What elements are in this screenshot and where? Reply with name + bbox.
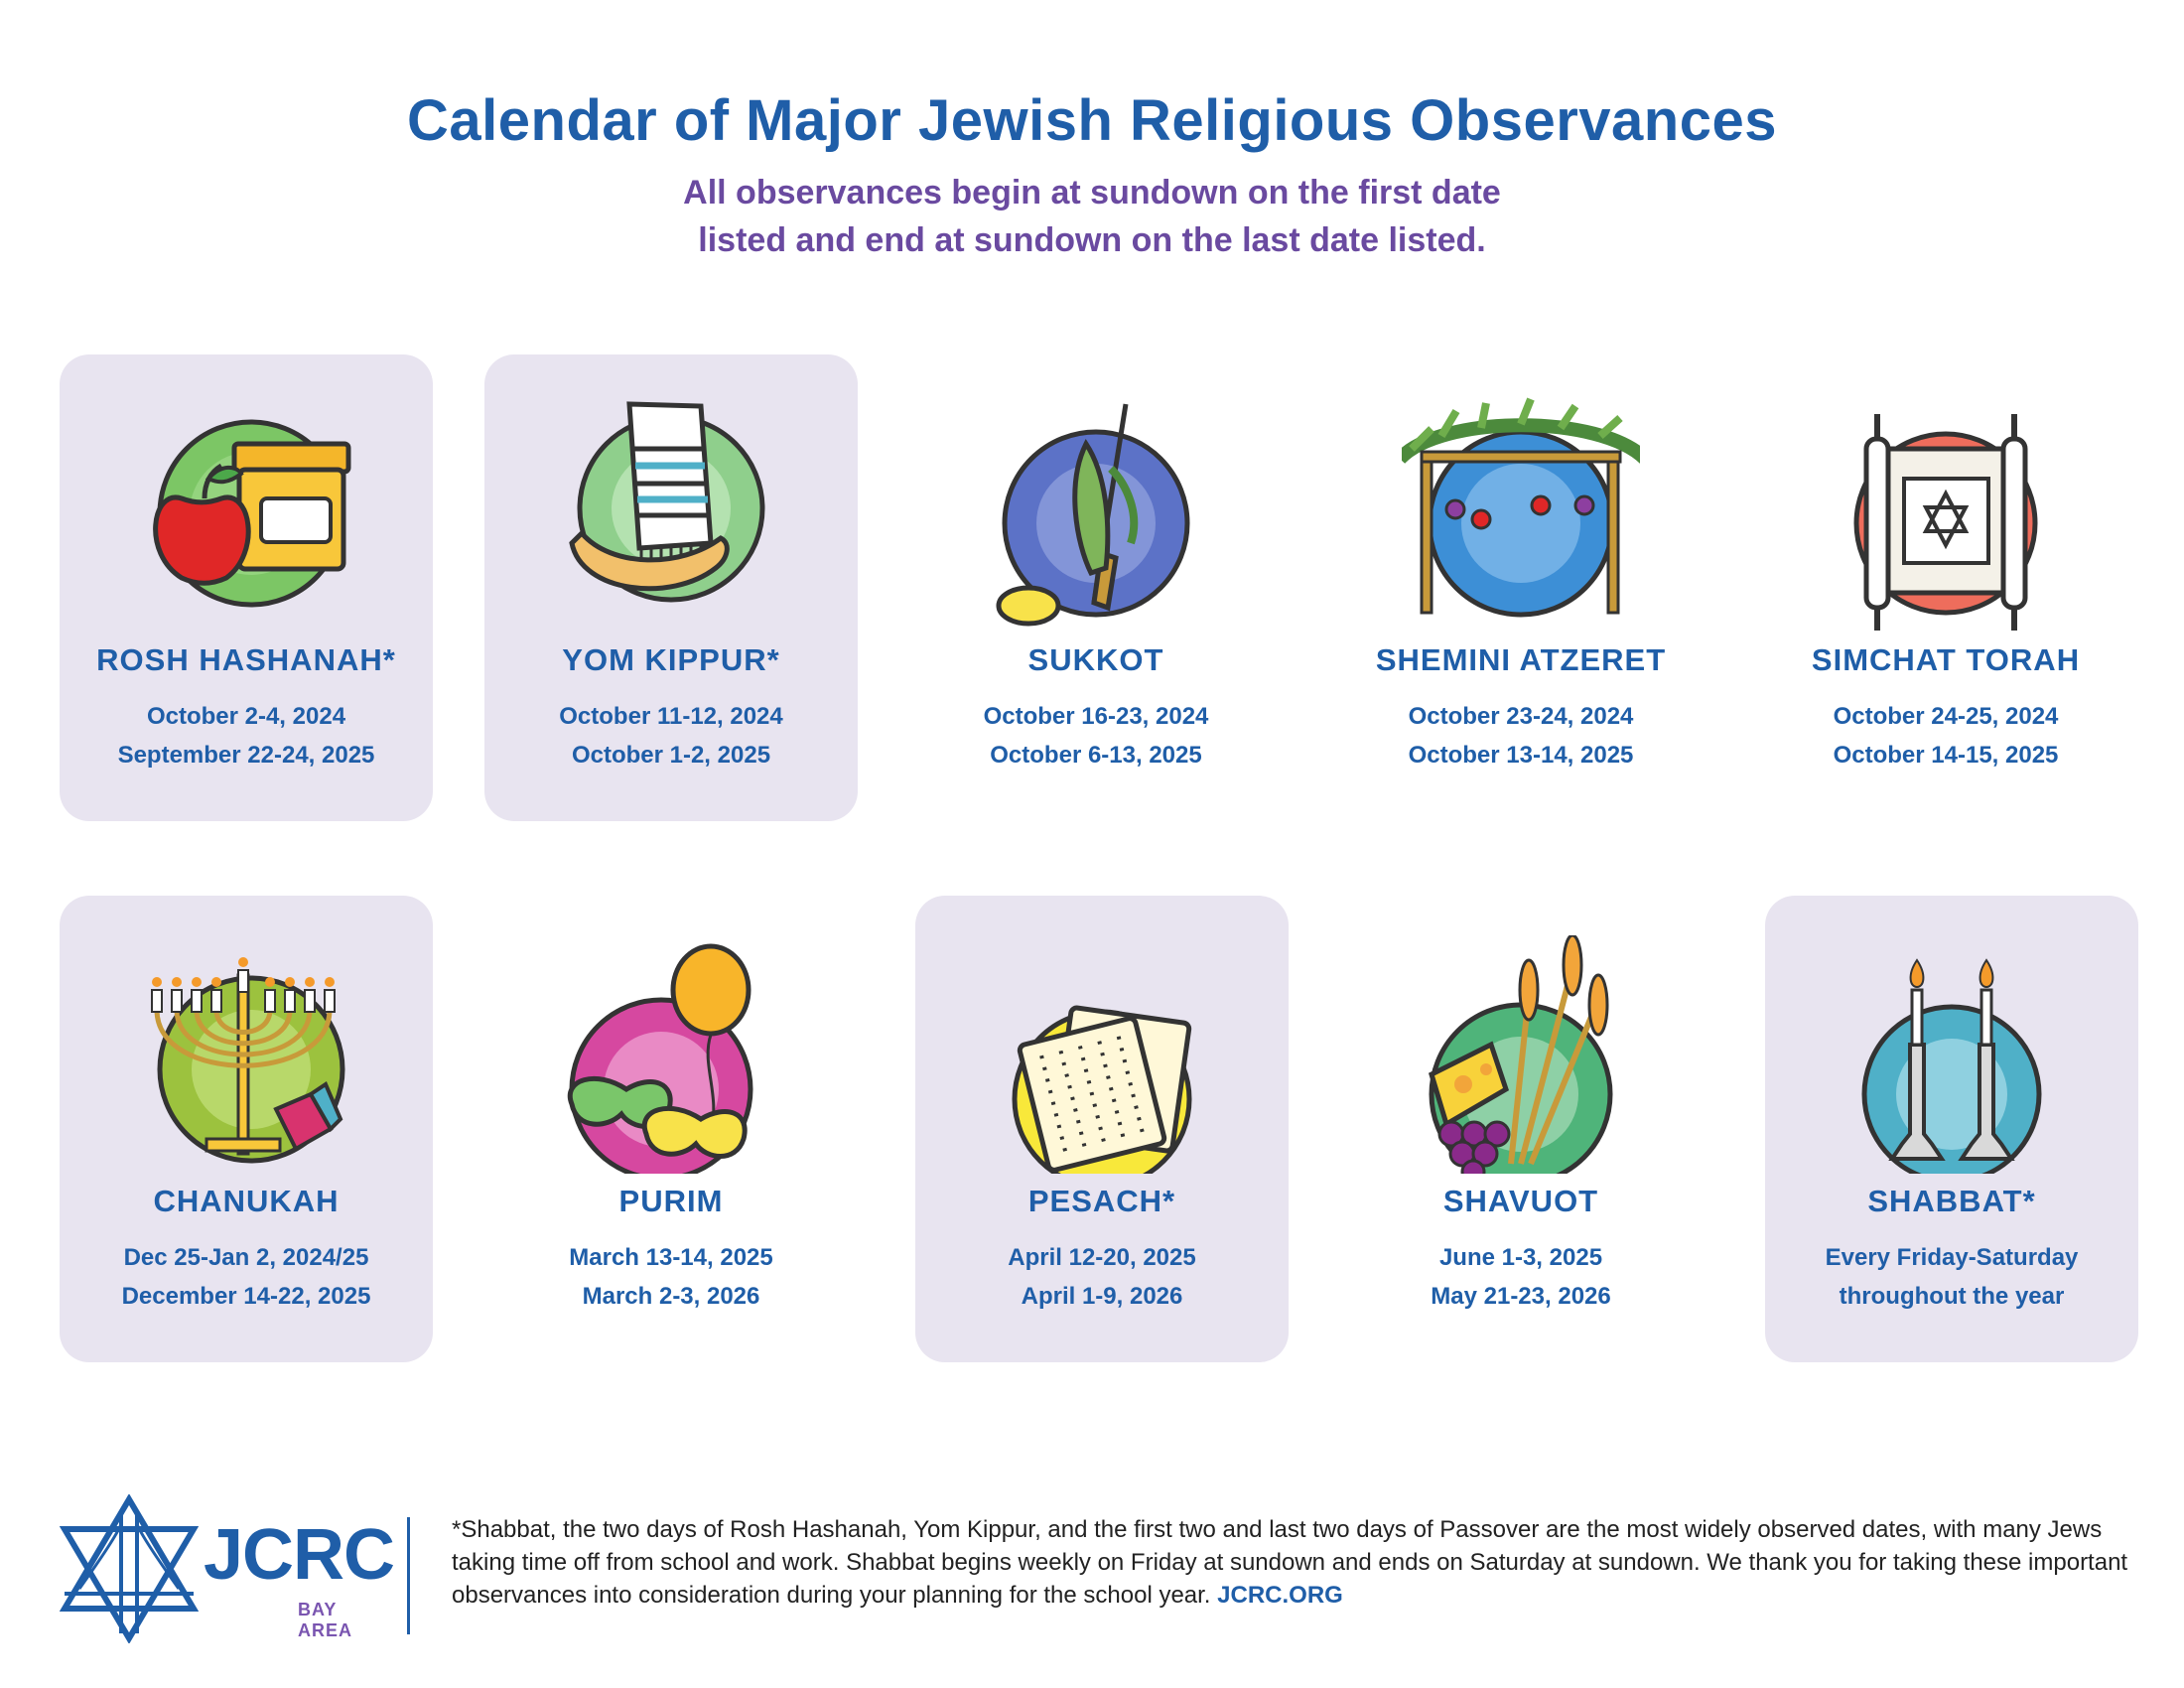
apple-honey-icon bbox=[127, 394, 365, 633]
card-chanukah bbox=[60, 896, 433, 1362]
observance-name: YOM KIPPUR* bbox=[562, 642, 780, 677]
observance-date-1: October 23-24, 2024 bbox=[1408, 703, 1634, 730]
observance-date-1: October 2-4, 2024 bbox=[146, 703, 346, 730]
observance-date-1: October 11-12, 2024 bbox=[559, 703, 783, 730]
observance-name: PESACH* bbox=[1027, 1184, 1176, 1218]
observance-name: SUKKOT bbox=[1027, 642, 1164, 677]
masks-balloon-icon bbox=[552, 935, 790, 1174]
card-pesach bbox=[915, 896, 1289, 1362]
observance-dates bbox=[484, 697, 858, 774]
observance-date-2: throughout the year bbox=[1839, 1283, 2065, 1310]
observance-dates bbox=[1334, 697, 1707, 774]
observance-date-1: June 1-3, 2025 bbox=[1438, 1244, 1603, 1271]
observance-dates bbox=[1334, 1238, 1707, 1316]
observance-name: SHEMINI ATZERET bbox=[1375, 642, 1667, 677]
observance-name: PURIM bbox=[618, 1184, 724, 1218]
observance-name: CHANUKAH bbox=[153, 1184, 340, 1218]
observance-dates bbox=[915, 1238, 1289, 1316]
observance-name: ROSH HASHANAH* bbox=[96, 642, 396, 677]
card-shavuot bbox=[1334, 896, 1707, 1362]
observance-date-2: October 6-13, 2025 bbox=[990, 742, 1202, 769]
page-title: Calendar of Major Jewish Religious Observances bbox=[407, 88, 1777, 153]
observance-dates bbox=[1765, 1238, 2138, 1316]
shabbat-candles-icon bbox=[1833, 935, 2071, 1174]
observance-dates bbox=[60, 1238, 433, 1316]
observance-date-1: Dec 25-Jan 2, 2024/25 bbox=[123, 1244, 369, 1271]
observance-date-1: Every Friday-Saturday bbox=[1825, 1244, 2079, 1271]
menorah-dreidel-icon bbox=[127, 935, 365, 1174]
card-shemini-atzeret bbox=[1334, 354, 1707, 821]
observance-name: SHAVUOT bbox=[1442, 1184, 1599, 1218]
jcrc-logo[interactable] bbox=[60, 1494, 395, 1643]
observance-date-2: October 13-14, 2025 bbox=[1408, 742, 1634, 769]
observance-date-2: September 22-24, 2025 bbox=[117, 742, 375, 769]
footer-note bbox=[452, 1513, 2139, 1612]
observance-date-2: December 14-22, 2025 bbox=[121, 1283, 371, 1310]
star-bridge-icon bbox=[60, 1494, 199, 1643]
observance-dates bbox=[1759, 697, 2132, 774]
footer-divider bbox=[407, 1517, 410, 1634]
observance-date-1: October 16-23, 2024 bbox=[983, 703, 1209, 730]
observance-date-2: May 21-23, 2026 bbox=[1431, 1283, 1611, 1310]
footnote-text: *Shabbat, the two days of Rosh Hashanah, Yom Kippur, and the first two and last two days of Passover are the most widely observed dates, with many Jews taking time off from school and work. Shabbat begins weekly on Friday at sundown and ends on Saturday at sundown. We thank you for taking these important observances into consideration during your planning for the school year. bbox=[452, 1516, 2128, 1609]
observance-date-1: October 24-25, 2024 bbox=[1833, 703, 2059, 730]
observance-date-2: October 1-2, 2025 bbox=[571, 742, 771, 769]
logo-subtext: BAY AREA bbox=[298, 1600, 353, 1640]
card-purim bbox=[484, 896, 858, 1362]
card-sukkot bbox=[909, 354, 1283, 821]
wheat-cheese-grapes-icon bbox=[1402, 935, 1640, 1174]
observance-date-2: March 2-3, 2026 bbox=[582, 1283, 760, 1310]
lulav-etrog-icon bbox=[977, 394, 1215, 633]
website-link[interactable]: JCRC.ORG bbox=[1217, 1582, 1343, 1609]
card-shabbat bbox=[1765, 896, 2138, 1362]
observance-date-1: April 12-20, 2025 bbox=[1008, 1244, 1196, 1271]
matzah-icon bbox=[983, 935, 1221, 1174]
observance-date-2: April 1-9, 2026 bbox=[1021, 1283, 1183, 1310]
subtitle-line-1: All observances begin at sundown on the first date bbox=[683, 174, 1501, 211]
torah-scroll-icon bbox=[1827, 394, 2065, 633]
logo-wordmark: JCRC bbox=[204, 1515, 395, 1595]
card-simchat-torah bbox=[1759, 354, 2132, 821]
observance-dates bbox=[60, 697, 433, 774]
observance-dates bbox=[484, 1238, 858, 1316]
observance-dates bbox=[909, 697, 1283, 774]
observance-date-1: March 13-14, 2025 bbox=[569, 1244, 773, 1271]
observance-name: SHABBAT* bbox=[1867, 1184, 2036, 1218]
sukkah-icon bbox=[1402, 394, 1640, 633]
card-yom-kippur bbox=[484, 354, 858, 821]
tallit-shofar-icon bbox=[552, 394, 790, 633]
observance-date-2: October 14-15, 2025 bbox=[1833, 742, 2059, 769]
page-subtitle bbox=[0, 169, 2184, 264]
card-rosh-hashanah bbox=[60, 354, 433, 821]
subtitle-line-2: listed and end at sundown on the last date listed. bbox=[698, 221, 1486, 259]
observance-name: SIMCHAT TORAH bbox=[1811, 642, 2081, 677]
